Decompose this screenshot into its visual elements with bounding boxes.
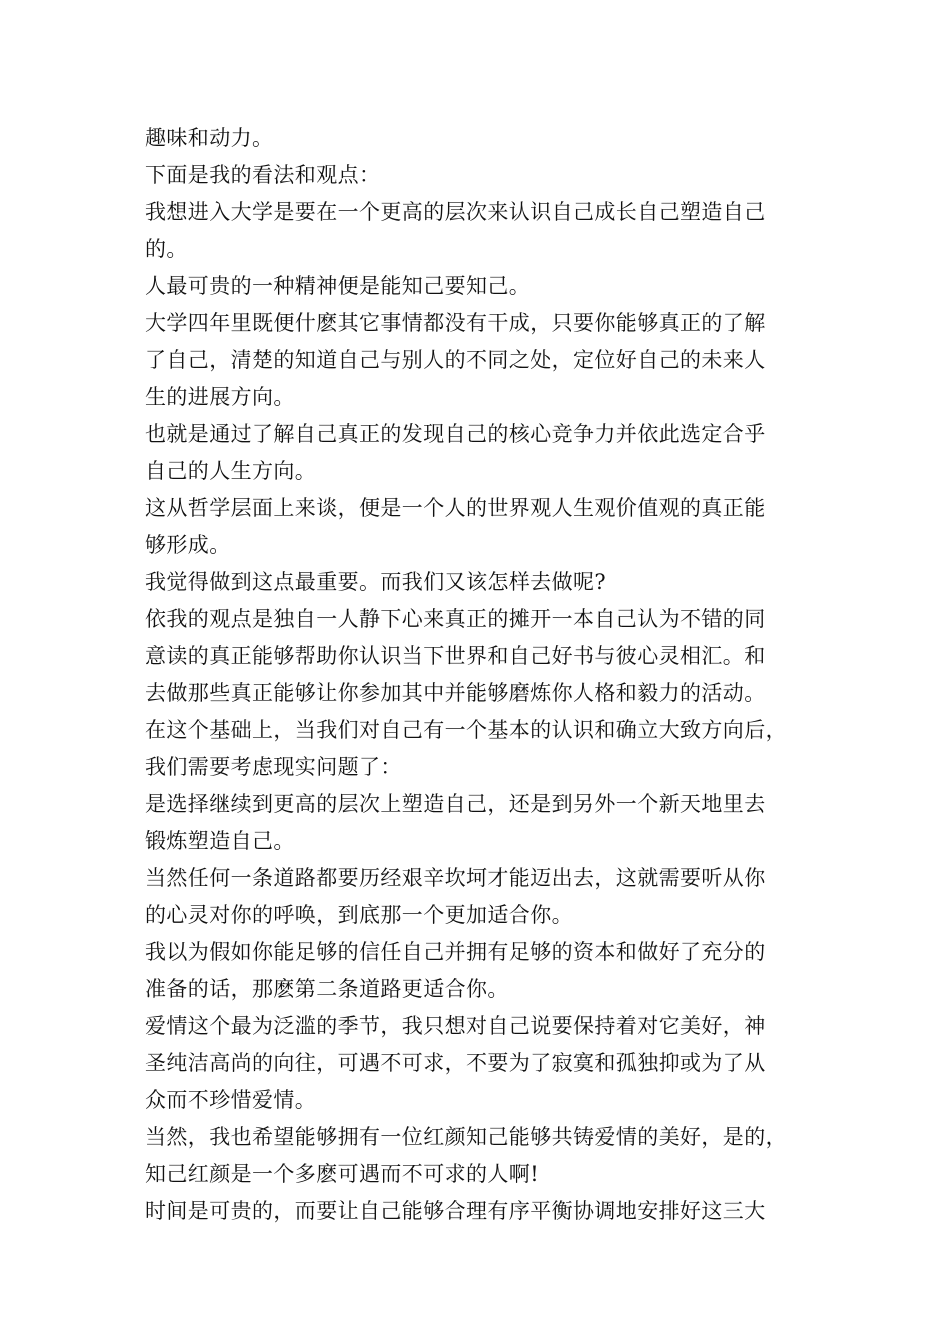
text-line: 够形成。 bbox=[145, 533, 231, 557]
text-line: 了自己，清楚的知道自己与别人的不同之处，定位好自己的未来人 bbox=[145, 348, 766, 372]
document-body bbox=[145, 120, 815, 1230]
text-line: 时间是可贵的，而要让自己能够合理有序平衡协调地安排好这三大 bbox=[145, 1199, 766, 1223]
text-line: 锻炼塑造自己。 bbox=[145, 829, 295, 853]
text-line: 我以为假如你能足够的信任自己并拥有足够的资本和做好了充分的 bbox=[145, 940, 766, 964]
text-line: 是选择继续到更高的层次上塑造自己，还是到另外一个新天地里去 bbox=[145, 792, 766, 816]
text-line: 趣味和动力。 bbox=[145, 126, 274, 150]
text-line: 我觉得做到这点最重要。而我们又该怎样去做呢? bbox=[145, 570, 607, 594]
text-line: 当然任何一条道路都要历经艰辛坎坷才能迈出去，这就需要听从你 bbox=[145, 866, 766, 890]
text-line: 依我的观点是独自一人静下心来真正的摊开一本自己认为不错的同 bbox=[145, 607, 766, 631]
text-line: 去做那些真正能够让你参加其中并能够磨炼你人格和毅力的活动。 bbox=[145, 681, 766, 705]
text-line: 众而不珍惜爱情。 bbox=[145, 1088, 317, 1112]
text-line: 爱情这个最为泛滥的季节，我只想对自己说要保持着对它美好，神 bbox=[145, 1014, 766, 1038]
text-line: 下面是我的看法和观点： bbox=[145, 163, 381, 187]
text-line: 知己红颜是一个多麽可遇而不可求的人啊! bbox=[145, 1162, 540, 1186]
text-line: 生的进展方向。 bbox=[145, 385, 295, 409]
text-line: 自己的人生方向。 bbox=[145, 459, 317, 483]
text-line: 当然，我也希望能够拥有一位红颜知己能够共铸爱情的美好，是的， bbox=[145, 1125, 787, 1149]
text-line: 大学四年里既便什麽其它事情都没有干成，只要你能够真正的了解 bbox=[145, 311, 766, 335]
text-line: 我想进入大学是要在一个更高的层次来认识自己成长自己塑造自己 bbox=[145, 200, 766, 224]
text-line: 人最可贵的一种精神便是能知己要知己。 bbox=[145, 274, 531, 298]
text-line: 我们需要考虑现实问题了： bbox=[145, 755, 402, 779]
text-line: 圣纯洁高尚的向往，可遇不可求，不要为了寂寞和孤独抑或为了从 bbox=[145, 1051, 766, 1075]
text-line: 准备的话，那麽第二条道路更适合你。 bbox=[145, 977, 509, 1001]
text-line: 在这个基础上，当我们对自己有一个基本的认识和确立大致方向后， bbox=[145, 718, 787, 742]
text-line: 的。 bbox=[145, 237, 188, 261]
text-line: 的心灵对你的呼唤，到底那一个更加适合你。 bbox=[145, 903, 573, 927]
text-line: 这从哲学层面上来谈，便是一个人的世界观人生观价值观的真正能 bbox=[145, 496, 766, 520]
text-line: 意读的真正能够帮助你认识当下世界和自己好书与彼心灵相汇。和 bbox=[145, 644, 766, 668]
text-line: 也就是通过了解自己真正的发现自己的核心竞争力并依此选定合乎 bbox=[145, 422, 766, 446]
